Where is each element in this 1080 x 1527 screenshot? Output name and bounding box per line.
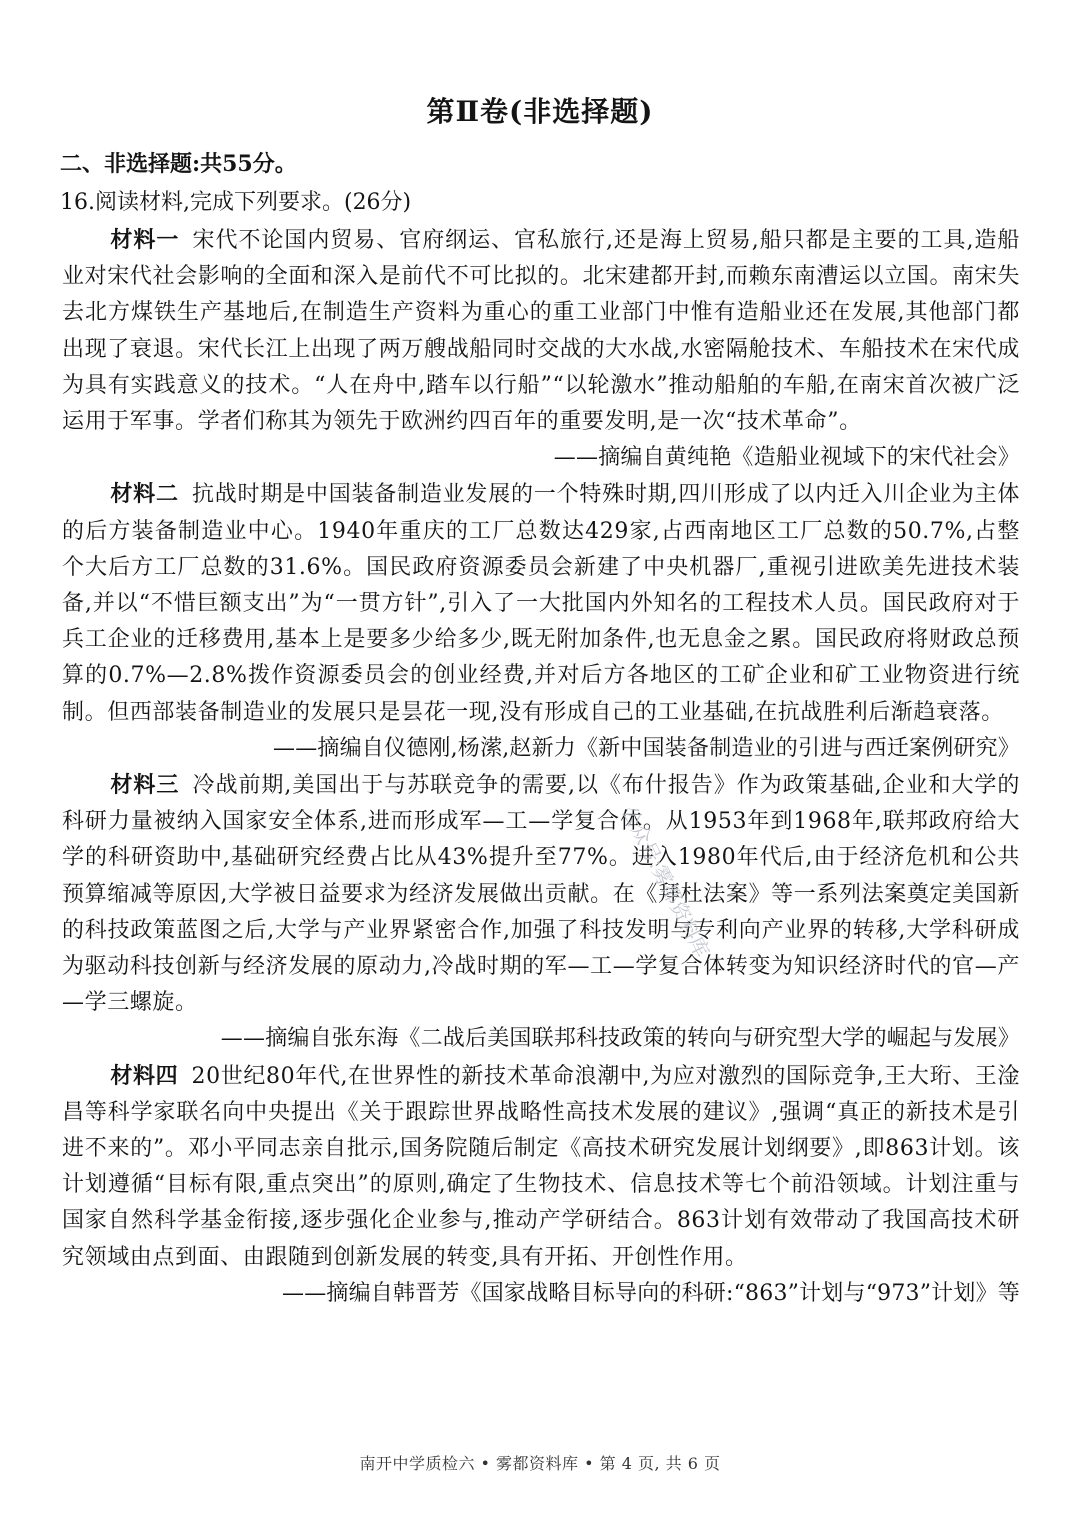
materials-container [62, 222, 1020, 1312]
material-source: ——摘编自张东海《二战后美国联邦科技政策的转向与研究型大学的崛起与发展》 [220, 1026, 1020, 1052]
material-label: 材料三 [110, 772, 180, 799]
section-heading: 二、非选择题:共55分。 [60, 151, 297, 177]
material-label: 材料一 [110, 227, 180, 253]
material-1 [62, 222, 1020, 440]
page-footer: 南开中学质检六 • 雾都资料库 • 第 4 页, 共 6 页 [359, 1454, 721, 1473]
material-4 [62, 1058, 1020, 1276]
material-source: ——摘编自仪德刚,杨潆,赵新力《新中国装备制造业的引进与西迁案例研究》 [273, 735, 1020, 761]
material-text: 抗战时期是中国装备制造业发展的一个特殊时期,四川形成了以内迁入川企业为主体的后方装备制造业中心。1940年重庆的工厂总数达429家,占西南地区工厂总数的50.7%,占整个大后方工厂总数的31.6%。国民政府资源委员会新建了中央机器厂,重视引进欧美先进技术装备,并以“不惜巨额支出”为“一贯方针”,引入了一大批国内外知名的工程技术人员。国民政府对于兵工企业的迁移费用,基本上是要多少给多少,既无附加条件,也无息金之累。国民政府将财政总预算的0.7%—2.8%拨作资源委员会的创业经费,并对后方各地区的工矿企业和矿工业物资进行统制。但西部装备制造业的发展只是昙花一现,没有形成自己的工业基础,在抗战胜利后渐趋衰落。 [62, 482, 1020, 725]
material-text: 宋代不论国内贸易、官府纲运、官私旅行,还是海上贸易,船只都是主要的工具,造船业对宋代社会影响的全面和深入是前代不可比拟的。北宋建都开封,而赖东南漕运以立国。南宋失去北方煤铁生产基地后,在制造生产资料为重心的重工业部门中惟有造船业还在发展,其他部门都出现了衰退。宋代长江上出现了两万艘战船同时交战的大水战,水密隔舱技术、车船技术在宋代成为具有实践意义的技术。“人在舟中,踏车以行船”“以轮激水”推动船舶的车船,在南宋首次被广泛运用于军事。学者们称其为领先于欧洲约四百年的重要发明,是一次“技术革命”。 [62, 228, 1020, 435]
material-2 [62, 476, 1020, 730]
question-prompt: 16.阅读材料,完成下列要求。(26分) [60, 190, 412, 215]
material-text: 20世纪80年代,在世界性的新技术革命浪潮中,为应对激烈的国际竞争,王大珩、王淦昌等科学家联名向中央提出《关于跟踪世界战略性高技术发展的建议》,强调“真正的新技术是引进不来的”。邓小平同志亲自批示,国务院随后制定《高技术研究发展计划纲要》,即863计划。该计划遵循“目标有限,重点突出”的原则,确定了生物技术、信息技术等七个前沿领域。计划注重与国家自然科学基金衔接,逐步强化企业参与,推动产学研结合。863计划有效带动了我国高技术研究领域由点到面、由跟随到创新发展的转变,具有开拓、开创性作用。 [62, 1063, 1020, 1270]
material-3 [62, 767, 1020, 1021]
watermark: 公众号:雾都资料库 [617, 801, 715, 962]
material-label: 材料四 [110, 1062, 179, 1089]
section-title: 第Ⅱ卷(非选择题) [426, 95, 654, 128]
material-text: 冷战前期,美国出于与苏联竞争的需要,以《布什报告》作为政策基础,企业和大学的科研力量被纳入国家安全体系,进而形成军—工—学复合体。从1953年到1968年,联邦政府给大学的科研资助中,基础研究经费占比从43%提升至77%。进入1980年代后,由于经济危机和公共预算缩减等原因,大学被日益要求为经济发展做出贡献。在《拜杜法案》等一系列法案奠定美国新的科技政策蓝图之后,大学与产业界紧密合作,加强了科技发明与专利向产业界的转移,大学科研成为驱动科技创新与经济发展的原动力,冷战时期的军—工—学复合体转变为知识经济时代的官—产—学三螺旋。 [62, 773, 1020, 1016]
material-label: 材料二 [110, 481, 179, 508]
material-source: ——摘编自韩晋芳《国家战略目标导向的科研:“863”计划与“973”计划》等 [282, 1280, 1020, 1306]
material-source: ——摘编自黄纯艳《造船业视域下的宋代社会》 [553, 445, 1020, 471]
